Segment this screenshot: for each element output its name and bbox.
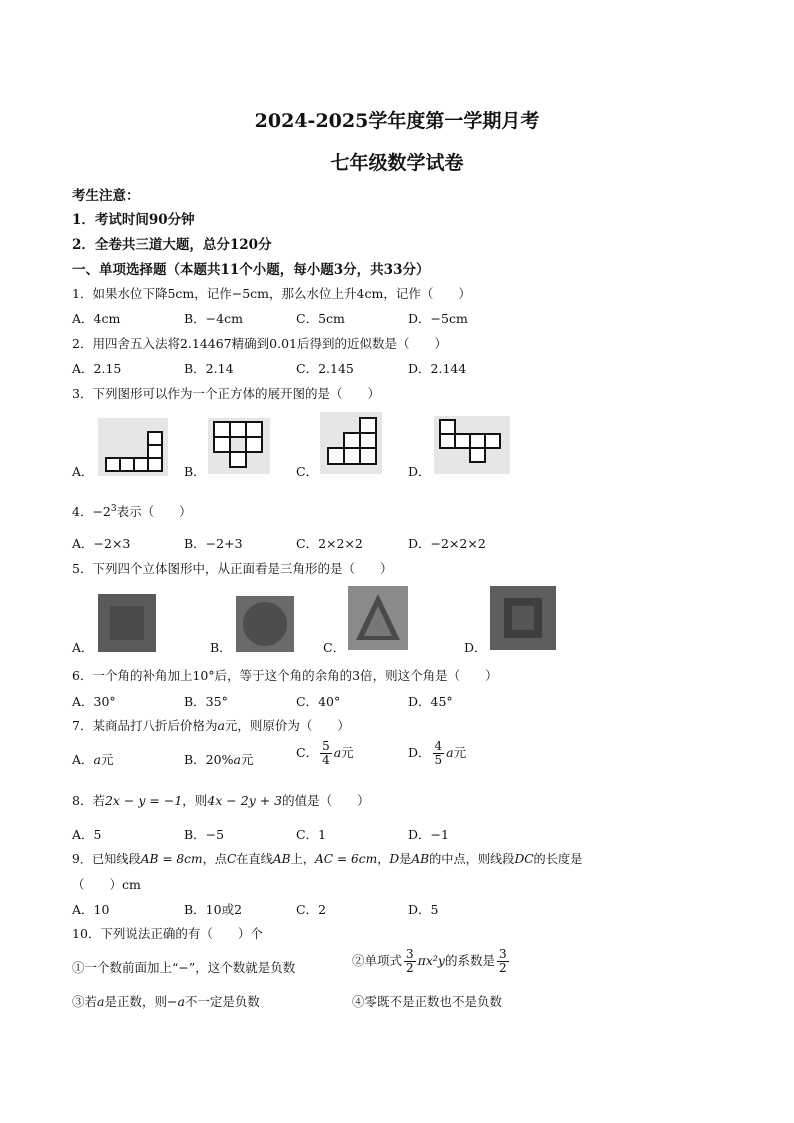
notice-item: 2．全卷共三道大题，总分120分: [72, 237, 272, 253]
option-b: B．−2+3: [184, 536, 243, 551]
option-d: D． $\frac{4}{5}$ a元: [408, 739, 467, 767]
section-heading: 一、单项选择题（本题共11个小题，每小题3分，共33分）: [72, 262, 430, 278]
fraction: $\frac{4}{5}$: [434, 739, 443, 767]
option-b: B．20%a元: [184, 752, 254, 767]
option-a: A．2.15: [72, 361, 122, 376]
option-c: C．5cm: [296, 311, 345, 326]
question-stem-continued: （ ）cm: [72, 877, 141, 892]
option-d: D．−1: [408, 827, 449, 842]
option-a: A．: [72, 640, 94, 655]
option-a: A．4cm: [72, 311, 121, 326]
option-b: B．10或2: [184, 902, 243, 917]
option-c: C． $\frac{5}{4}$ a元: [296, 739, 354, 767]
solid-figure-c: [348, 586, 408, 650]
option-b: B．35°: [184, 694, 228, 709]
question-stem: 6．一个角的补角加上10°后，等于这个角的余角的3倍，则这个角是（ ）: [72, 668, 498, 683]
question-stem: 8．若2x − y = −1，则4x − 2y + 3的值是（ ）: [72, 793, 370, 808]
option-c: C．2.145: [296, 361, 354, 376]
notice-heading: 考生注意：: [72, 188, 140, 204]
statement-1: ①一个数前面加上“−”，这个数就是负数: [72, 960, 296, 975]
fraction: $\frac{5}{4}$: [322, 739, 330, 767]
cube-net-figure-c: [320, 412, 382, 474]
fraction: $\frac{3}{2}$: [499, 947, 507, 975]
notice-item: 1．考试时间90分钟: [72, 212, 195, 228]
exam-subtitle: 七年级数学试卷: [330, 152, 464, 174]
question-stem: 1．如果水位下降5cm，记作−5cm，那么水位上升4cm，记作（ ）: [72, 286, 471, 301]
option-c: C．: [323, 640, 346, 655]
option-a: A．30°: [72, 694, 116, 709]
option-b: B．: [184, 464, 206, 479]
question-stem: 4．$-2^3$表示（ ）: [72, 503, 192, 519]
option-d: D．−5cm: [408, 311, 468, 326]
cube-net-figure-d: [434, 416, 510, 474]
fraction: $\frac{3}{2}$: [406, 947, 414, 975]
solid-figure-b: [236, 596, 294, 652]
cube-net-figure-b: [208, 418, 270, 474]
option-b: B．: [210, 640, 232, 655]
question-stem: 2．用四舍五入法将2.14467精确到0.01后得到的近似数是（ ）: [72, 336, 447, 351]
statement-4: ④零既不是正数也不是负数: [352, 994, 503, 1009]
cube-net-figure-a: [98, 418, 168, 476]
question-stem: 10．下列说法正确的有（ ）个: [72, 926, 263, 941]
option-c: C．1: [296, 827, 327, 842]
option-d: D．2.144: [408, 361, 467, 376]
option-b: B．−5: [184, 827, 225, 842]
option-d: D．: [464, 640, 487, 655]
option-a: A．5: [72, 827, 102, 842]
statement-3: ③若a是正数，则−a不一定是负数: [72, 994, 260, 1009]
question-stem: 7．某商品打八折后价格为a元，则原价为（ ）: [72, 718, 350, 733]
question-stem: 9．已知线段AB = 8cm，点C在直线AB上，AC = 6cm，D是AB的中点，则线段DC的长度是: [72, 852, 583, 866]
option-a: A．a元: [72, 752, 114, 767]
option-a: A．−2×3: [72, 536, 131, 551]
option-c: C．40°: [296, 694, 341, 709]
exam-title: 2024-2025学年度第一学期月考: [254, 110, 540, 132]
option-d: D．−2×2×2: [408, 536, 486, 551]
option-b: B．2.14: [184, 361, 234, 376]
option-c: C．2: [296, 902, 327, 917]
option-a: A．: [72, 464, 94, 479]
option-d: D．: [408, 464, 431, 479]
question-stem: 3．下列图形可以作为一个正方体的展开图的是（ ）: [72, 386, 380, 401]
solid-figure-a: [98, 594, 156, 652]
question-stem: 5．下列四个立体图形中，从正面看是三角形的是（ ）: [72, 561, 393, 576]
option-d: D．45°: [408, 694, 453, 709]
statement-2: ②单项式 $\frac{3}{2}$ πx²y的系数是 $\frac{3}{2}$: [352, 947, 507, 975]
option-a: A．10: [72, 902, 110, 917]
option-c: C．2×2×2: [296, 536, 363, 551]
solid-figure-d: [490, 586, 556, 650]
option-d: D．5: [408, 902, 439, 917]
option-c: C．: [296, 464, 319, 479]
option-b: B．−4cm: [184, 311, 243, 326]
